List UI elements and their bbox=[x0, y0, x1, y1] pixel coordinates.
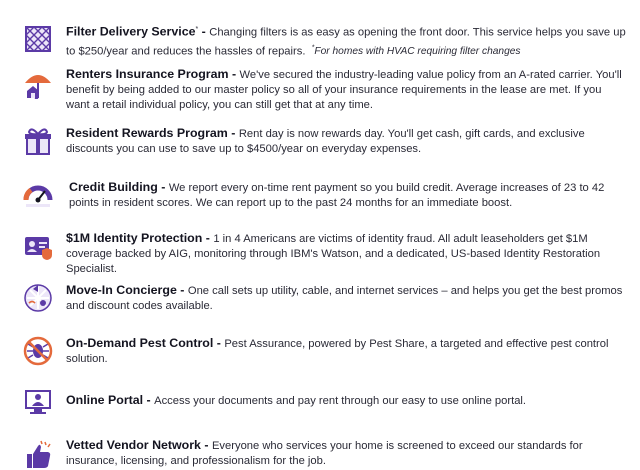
service-title: Resident Rewards Program bbox=[66, 126, 228, 140]
title-dash: - bbox=[228, 67, 240, 81]
umbrella-house-icon bbox=[23, 69, 53, 99]
title-dash: - bbox=[176, 283, 188, 297]
title-dash: - bbox=[157, 180, 169, 194]
service-title: Filter Delivery Service bbox=[66, 24, 196, 39]
service-description: 1 in 4 Americans are victims of identity fraud. All adult leaseholders get $1M coverage backed by AIG, monitoring through IBM's Watson, and a dedicated, US-based Identity Restoration Specialist. bbox=[66, 233, 601, 275]
service-title: Move-In Concierge bbox=[66, 283, 177, 297]
service-title: Renters Insurance Program bbox=[66, 67, 229, 81]
service-text bbox=[69, 180, 629, 211]
service-title: $1M Identity Protection bbox=[66, 231, 203, 245]
title-dash: - bbox=[198, 24, 210, 39]
service-text bbox=[66, 22, 626, 59]
service-description: Everyone who services your home is screened to exceed our standards for insurance, licensing, and professionalism for the job. bbox=[66, 440, 583, 467]
service-description: Changing filters is as easy as opening the front door. This service helps you save up to $250/year and reduces the hassles of repairs. bbox=[66, 26, 626, 58]
utilities-icon bbox=[23, 283, 53, 313]
service-text bbox=[66, 393, 626, 409]
title-dash: - bbox=[213, 336, 225, 350]
title-dash: - bbox=[202, 231, 214, 245]
service-title: Online Portal bbox=[66, 393, 144, 407]
title-dash: - bbox=[200, 438, 212, 452]
service-text bbox=[66, 438, 626, 469]
credit-gauge-icon bbox=[23, 180, 53, 210]
service-description: We've secured the industry-leading value policy from an A-rated carrier. You'll benefit by being added to our master policy so all of your insurance requirements in the lease are met. If you want a retail individual policy, you can still get that at any time. bbox=[66, 69, 622, 111]
no-pests-icon bbox=[23, 336, 53, 366]
service-text bbox=[66, 336, 626, 367]
service-title: Credit Building bbox=[69, 180, 158, 194]
service-description: Pest Assurance, powered by Pest Share, a targeted and effective pest control solution. bbox=[66, 338, 609, 365]
computer-user-icon bbox=[23, 387, 53, 417]
footnote-text: For homes with HVAC requiring filter changes bbox=[314, 46, 521, 58]
service-description: Rent day is now rewards day. You'll get cash, gift cards, and exclusive discounts you can use to save up to $4500/year on everyday expenses. bbox=[66, 128, 585, 155]
service-description: Access your documents and pay rent through our easy to use online portal. bbox=[154, 395, 527, 407]
service-text bbox=[66, 231, 626, 277]
note-mark: * bbox=[311, 44, 315, 52]
footnote-mark: * bbox=[195, 26, 199, 33]
filter-grid-icon bbox=[23, 24, 53, 54]
service-description: We report every on-time rent payment so you build credit. Average increases of 23 to 42 points in resident scores. We can report up to the past 24 months for an immediate boost. bbox=[69, 182, 605, 209]
service-description: One call sets up utility, cable, and internet services – and helps you get the best promos and discount codes available. bbox=[66, 285, 623, 312]
service-text bbox=[66, 126, 626, 157]
service-title: Vetted Vendor Network bbox=[66, 438, 201, 452]
service-text bbox=[66, 283, 626, 314]
service-text bbox=[66, 67, 626, 113]
service-title: On-Demand Pest Control bbox=[66, 336, 214, 350]
id-card-icon bbox=[23, 231, 53, 261]
gift-icon bbox=[23, 126, 53, 156]
thumbs-up-icon bbox=[23, 440, 53, 470]
title-dash: - bbox=[143, 393, 155, 407]
title-dash: - bbox=[227, 126, 239, 140]
